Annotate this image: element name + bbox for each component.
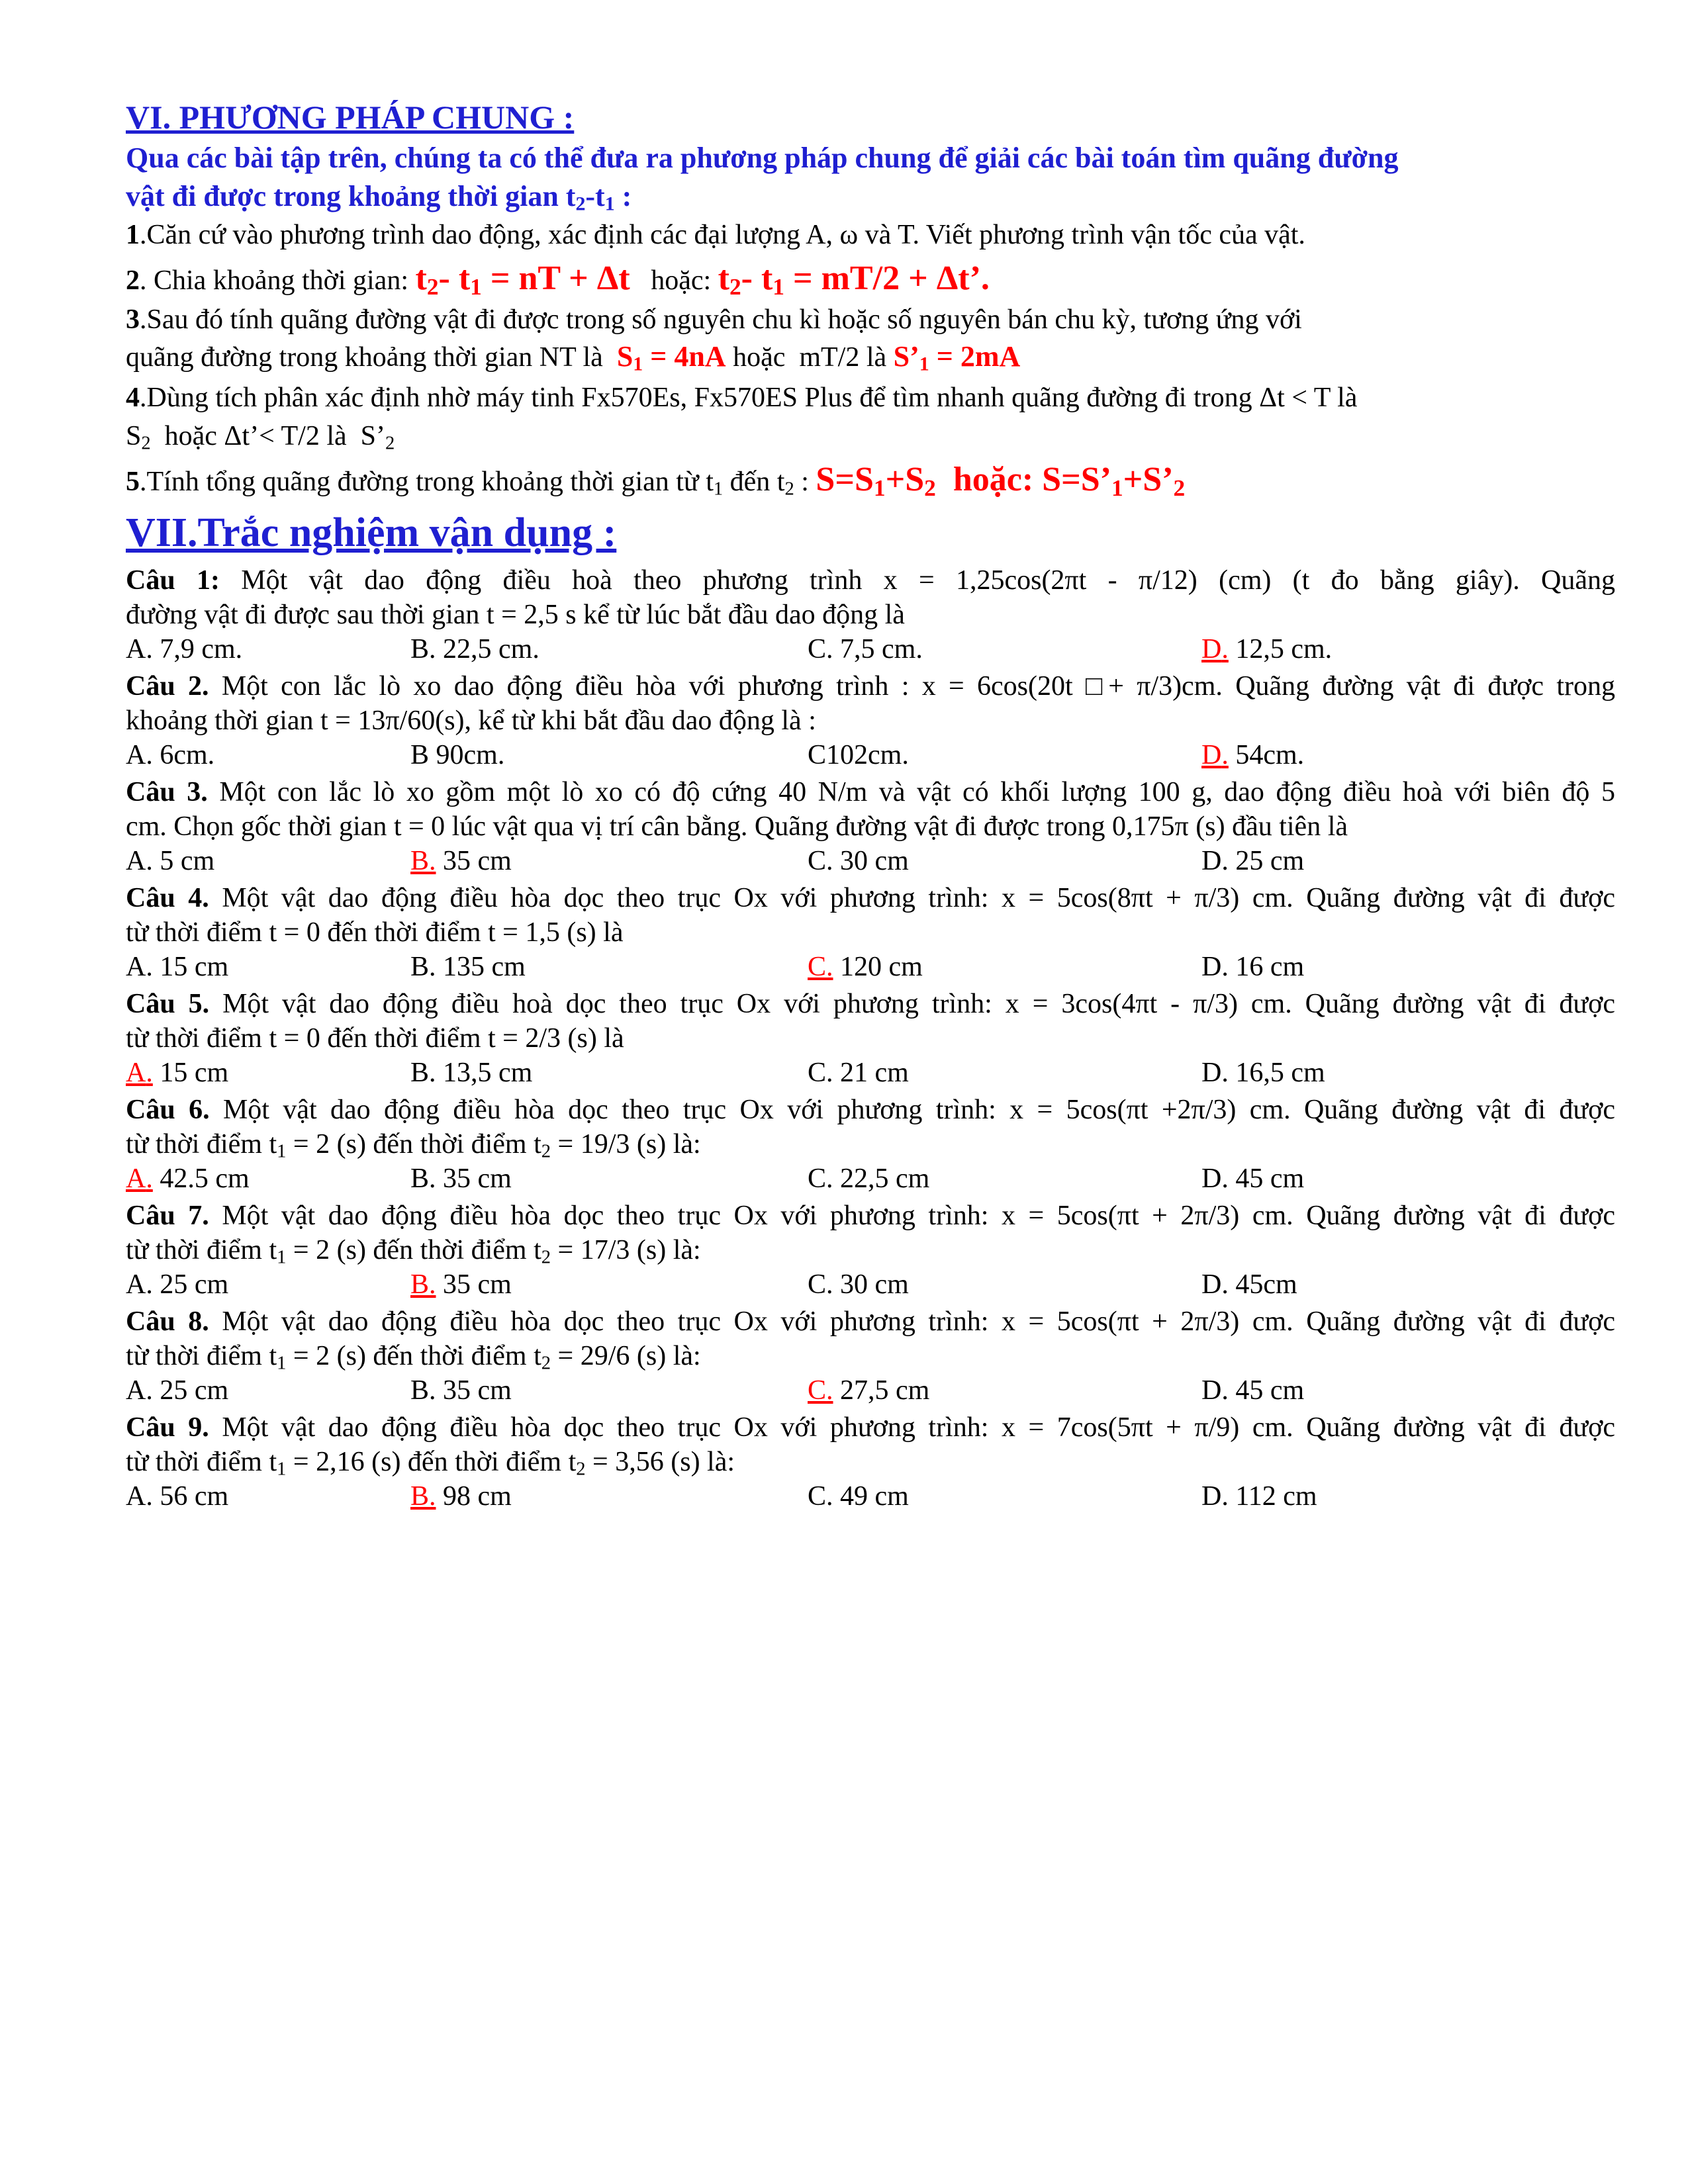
option-d[interactable]: D. 54cm. — [1201, 740, 1305, 770]
step-1: 1.Căn cứ vào phương trình dao động, xác định các đại lượng A, ω và T. Viết phương trình vận tốc của vật. — [126, 220, 1305, 250]
question-7-options — [126, 1267, 1615, 1302]
option-c[interactable]: C. 27,5 cm — [808, 1375, 930, 1406]
question-6-line1: Câu 6. Một vật dao động điều hòa dọc theo trục Ox với phương trình: x = 5cos(πt +2π/3) cm. Quãng đường vật đi được — [126, 1095, 1615, 1125]
option-c[interactable]: C. 30 cm — [808, 1269, 909, 1300]
question-label: Câu 3. — [126, 777, 208, 807]
question-7-line1: Câu 7. Một vật dao động điều hòa dọc theo trục Ox với phương trình: x = 5cos(πt + 2π/3) cm. Quãng đường vật đi được — [126, 1201, 1615, 1231]
question-3-line2: cm. Chọn gốc thời gian t = 0 lúc vật qua vị trí cân bằng. Quãng đường vật đi được trong 0,175π (s) đầu tiên là — [126, 811, 1348, 842]
question-label: Câu 6. — [126, 1095, 210, 1125]
option-d[interactable]: D. 25 cm — [1201, 846, 1305, 876]
option-a[interactable]: A. 25 cm — [126, 1375, 229, 1406]
step2-formula-2: $t_2-$ $t_1 = mT/2 + \Delta t$’. — [718, 259, 990, 300]
option-c[interactable]: C. 30 cm — [808, 846, 909, 876]
option-d[interactable]: D. 45 cm — [1201, 1375, 1305, 1406]
question-8-line2: từ thời điểm $t_1 = 2$ (s) đến thời điểm $t_2 = 29/6$ (s) là: — [126, 1341, 701, 1374]
step2-formula-1: $t_2-$ $t_1$ = nT + Δt — [415, 259, 630, 300]
question-2-line2: khoảng thời gian t = 13π/60(s), kể từ khi bắt đầu dao động là : — [126, 705, 816, 736]
section6-intro-line2: vật đi được trong khoảng thời gian $t_2-t_1$ : — [126, 180, 632, 215]
question-1-options — [126, 631, 1615, 667]
option-c[interactable]: C. 49 cm — [808, 1481, 909, 1512]
option-c[interactable]: C102cm. — [808, 740, 909, 770]
step-4-line1: 4.Dùng tích phân xác định nhờ máy tinh Fx570Es, Fx570ES Plus để tìm nhanh quãng đường đi trong Δt < T là — [126, 383, 1358, 413]
step5-formula: $S=S_1+S_2$ hoặc: $S=S’_1+S’_2$ — [816, 461, 1186, 501]
option-b[interactable]: B. 35 cm — [410, 1269, 512, 1300]
question-label: Câu 9. — [126, 1412, 209, 1443]
step-4-line2: $S_2$ hoặc Δt’< T/2 là $S’_2$ — [126, 421, 395, 454]
option-a[interactable]: A. 56 cm — [126, 1481, 229, 1512]
option-a[interactable]: A. 15 cm — [126, 952, 229, 982]
question-label: Câu 7. — [126, 1201, 209, 1231]
question-9-line2: từ thời điểm $t_1 = 2,16$ (s) đến thời điểm $t_2 = 3,56$ (s) là: — [126, 1447, 735, 1480]
question-9-line1: Câu 9. Một vật dao động điều hòa dọc theo trục Ox với phương trình: x = 7cos(5πt + π/9) cm. Quãng đường vật đi được — [126, 1412, 1615, 1443]
option-d[interactable]: D. 12,5 cm. — [1201, 634, 1333, 664]
question-7-line2: từ thời điểm $t_1 = 2$ (s) đến thời điểm $t_2 = 17/3$ (s) là: — [126, 1235, 701, 1268]
option-a[interactable]: A. 15 cm — [126, 1058, 229, 1088]
step-5: 5.Tính tổng quãng đường trong khoảng thời gian từ $t_1$ đến $t_2$ : $S=S_1+S_2$ hoặc: $S=S’_1+S’_2$ — [126, 461, 1186, 501]
question-3-options — [126, 843, 1615, 879]
step-2: 2. Chia khoảng thời gian: $t_2-$ $t_1$ = nT + Δt hoặc: $t_2-$ $t_1 = mT/2 + \Delta t$’. — [126, 259, 990, 300]
question-label: Câu 1: — [126, 565, 220, 596]
question-2-line1: Câu 2. Một con lắc lò xo dao động điều hòa với phương trình : x = 6cos(20t □+ π/3)cm. Quãng đường vật đi được trong — [126, 671, 1615, 702]
question-8-options — [126, 1373, 1615, 1408]
option-d[interactable]: D. 16 cm — [1201, 952, 1305, 982]
question-8-line1: Câu 8. Một vật dao động điều hòa dọc theo trục Ox với phương trình: x = 5cos(πt + 2π/3) cm. Quãng đường vật đi được — [126, 1306, 1615, 1337]
option-b[interactable]: B. 35 cm — [410, 1163, 512, 1194]
option-b[interactable]: B. 22,5 cm. — [410, 634, 539, 664]
question-5-line2: từ thời điểm t = 0 đến thời điểm t = 2/3 (s) là — [126, 1023, 624, 1054]
question-1-line2: đường vật đi được sau thời gian t = 2,5 s kể từ lúc bắt đầu dao động là — [126, 600, 905, 630]
option-b[interactable]: B. 135 cm — [410, 952, 526, 982]
question-5-options — [126, 1055, 1615, 1091]
question-2-options — [126, 737, 1615, 773]
question-label: Câu 8. — [126, 1306, 209, 1337]
question-6-options — [126, 1161, 1615, 1197]
step3-formula-1: $S_1 = 4nA$ — [616, 340, 726, 375]
question-label: Câu 2. — [126, 671, 209, 702]
option-d[interactable]: D. 16,5 cm — [1201, 1058, 1325, 1088]
section7-title: VII.Trắc nghiệm vận dụng : — [126, 510, 617, 555]
question-3-line1: Câu 3. Một con lắc lò xo gồm một lò xo có độ cứng 40 N/m và vật có khối lượng 100 g, dao động điều hoà với biên độ 5 — [126, 777, 1615, 807]
option-a[interactable]: A. 25 cm — [126, 1269, 229, 1300]
question-9-options — [126, 1479, 1615, 1514]
option-a[interactable]: A. 5 cm — [126, 846, 215, 876]
question-5-line1: Câu 5. Một vật dao động điều hoà dọc theo trục Ox với phương trình: x = 3cos(4πt - π/3) cm. Quãng đường vật đi được — [126, 989, 1615, 1019]
step-3-line2: quãng đường trong khoảng thời gian NT là $S_1 = 4nA$ hoặc mT/2 là $S’_1 = 2mA$ — [126, 340, 1021, 375]
question-4-options — [126, 949, 1615, 985]
section6-title: VI. PHƯƠNG PHÁP CHUNG : — [126, 99, 575, 136]
option-a[interactable]: A. 6cm. — [126, 740, 215, 770]
option-b[interactable]: B. 35 cm — [410, 1375, 512, 1406]
question-6-line2: từ thời điểm $t_1 = 2$ (s) đến thời điểm $t_2 = 19/3$ (s) là: — [126, 1129, 701, 1162]
question-1-line1: Câu 1: Một vật dao động điều hoà theo phương trình x = 1,25cos(2πt - π/12) (cm) (t đo bằng giây). Quãng — [126, 565, 1615, 596]
option-c[interactable]: C. 120 cm — [808, 952, 923, 982]
question-label: Câu 5. — [126, 989, 210, 1019]
step3-formula-2: $S’_1 = 2mA$ — [893, 340, 1021, 375]
section6-intro-line1: Qua các bài tập trên, chúng ta có thể đưa ra phương pháp chung để giải các bài toán tìm quãng đường — [126, 142, 1399, 174]
option-d[interactable]: D. 112 cm — [1201, 1481, 1317, 1512]
option-d[interactable]: D. 45 cm — [1201, 1163, 1305, 1194]
question-4-line1: Câu 4. Một vật dao động điều hòa dọc theo trục Ox với phương trình: x = 5cos(8πt + π/3) cm. Quãng đường vật đi được — [126, 883, 1615, 913]
option-a[interactable]: A. 7,9 cm. — [126, 634, 243, 664]
option-c[interactable]: C. 21 cm — [808, 1058, 909, 1088]
option-c[interactable]: C. 22,5 cm — [808, 1163, 930, 1194]
option-b[interactable]: B 90cm. — [410, 740, 505, 770]
option-b[interactable]: B. 98 cm — [410, 1481, 512, 1512]
step-3-line1: 3.Sau đó tính quãng đường vật đi được trong số nguyên chu kì hoặc số nguyên bán chu kỳ, tương ứng với — [126, 304, 1302, 335]
option-c[interactable]: C. 7,5 cm. — [808, 634, 923, 664]
question-4-line2: từ thời điểm t = 0 đến thời điểm t = 1,5 (s) là — [126, 917, 624, 948]
option-b[interactable]: B. 13,5 cm — [410, 1058, 533, 1088]
option-b[interactable]: B. 35 cm — [410, 846, 512, 876]
option-d[interactable]: D. 45cm — [1201, 1269, 1297, 1300]
option-a[interactable]: A. 42.5 cm — [126, 1163, 250, 1194]
question-label: Câu 4. — [126, 883, 209, 913]
